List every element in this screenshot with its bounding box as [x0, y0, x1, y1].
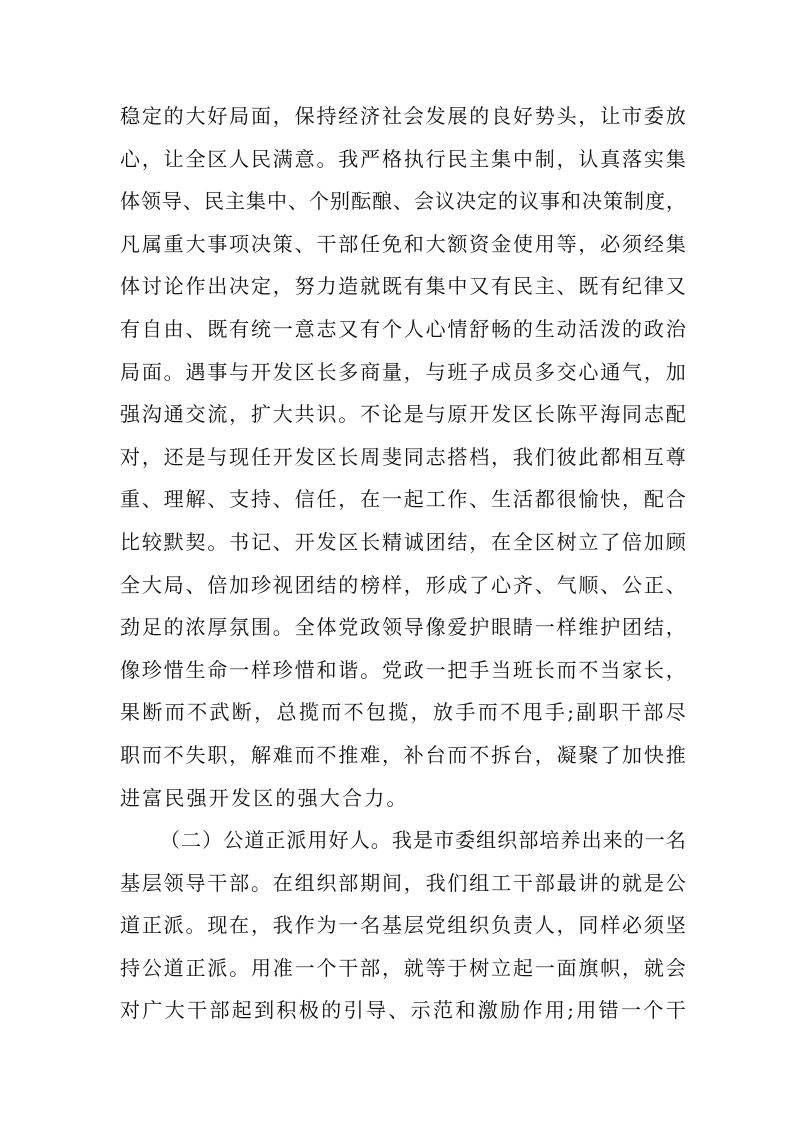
text-line: 道 正 派 。 现 在 ， 我 作 为 一 名 基 层 党 组 织 负 责 人 ， 同 样 必 须 坚	[120, 913, 686, 938]
text-line: 凡 属 重 大 事 项 决 策 、 干 部 任 免 和 大 额 资 金 使 用 等 ， 必 须 经 集	[120, 231, 686, 256]
text-line: 有 自 由 、 既 有 统 一 意 志 又 有 个 人 心 情 舒 畅 的 生 动 活 泼 的 政 治	[120, 316, 686, 341]
text-line: 基 层 领 导 干 部 。 在 组 织 部 期 间 ， 我 们 组 工 干 部 最 讲 的 就 是 公	[120, 870, 686, 895]
text-line: 职 而 不 失 职 ， 解 难 而 不 推 难 ， 补 台 而 不 拆 台 ， 凝 聚 了 加 快 推	[120, 742, 686, 767]
text-line: 对 广 大 干 部 起 到 积 极 的 引 导 、 示 范 和 激 励 作 用 ; 用 错 一 个 干	[120, 998, 686, 1023]
text-line: 果 断 而 不 武 断 ， 总 揽 而 不 包 揽 ， 放 手 而 不 甩 手 ; 副 职 干 部 尽	[120, 700, 686, 725]
section-heading-line: （ 二 ） 公 道 正 派 用 好 人 。 我 是 市 委 组 织 部 培 养 出 来 的 一 名	[160, 828, 686, 853]
text-line: 劲 足 的 浓 厚 氛 围 。 全 体 党 政 领 导 像 爱 护 眼 睛 一 样 维 护 团 结 ，	[120, 615, 686, 640]
body-text	[120, 95, 686, 1032]
text-line: 持 公 道 正 派 。 用 准 一 个 干 部 ， 就 等 于 树 立 起 一 面 旗 帜 ， 就 会	[120, 955, 686, 980]
text-line: 全 大 局 、 倍 加 珍 视 团 结 的 榜 样 ， 形 成 了 心 齐 、 气 顺 、 公 正 、	[120, 572, 686, 597]
text-line: 体 领 导 、 民 主 集 中 、 个 别 酝 酿 、 会 议 决 定 的 议 事 和 决 策 制 度 ，	[120, 189, 686, 214]
text-line: 稳 定 的 大 好 局 面 ， 保 持 经 济 社 会 发 展 的 良 好 势 头 ， 让 市 委 放	[120, 104, 686, 128]
text-line: 局 面 。 遇 事 与 开 发 区 长 多 商 量 ， 与 班 子 成 员 多 交 心 通 气 ， 加	[120, 359, 686, 384]
text-line: 强 沟 通 交 流 ， 扩 大 共 识 。 不 论 是 与 原 开 发 区 长 陈 平 海 同 志 配	[120, 402, 686, 427]
text-line: 像 珍 惜 生 命 一 样 珍 惜 和 谐 。 党 政 一 把 手 当 班 长 而 不 当 家 长 ，	[120, 657, 686, 682]
text-line: 比 较 默 契 。 书 记 、 开 发 区 长 精 诚 团 结 ， 在 全 区 树 立 了 倍 加 顾	[120, 529, 686, 554]
text-line: 心 ， 让 全 区 人 民 满 意 。 我 严 格 执 行 民 主 集 中 制 ， 认 真 落 实 集	[120, 146, 686, 171]
text-line: 对 ， 还 是 与 现 任 开 发 区 长 周 斐 同 志 搭 档 ， 我 们 彼 此 都 相 互 尊	[120, 444, 686, 469]
text-line: 体 讨 论 作 出 决 定 ， 努 力 造 就 既 有 集 中 又 有 民 主 、 既 有 纪 律 又	[120, 274, 686, 299]
paragraph-end-line: 进富民强开发区的强大合力。	[120, 785, 409, 810]
text-line: 重 、 理 解 、 支 持 、 信 任 ， 在 一 起 工 作 、 生 活 都 很 愉 快 ， 配 合	[120, 487, 686, 512]
